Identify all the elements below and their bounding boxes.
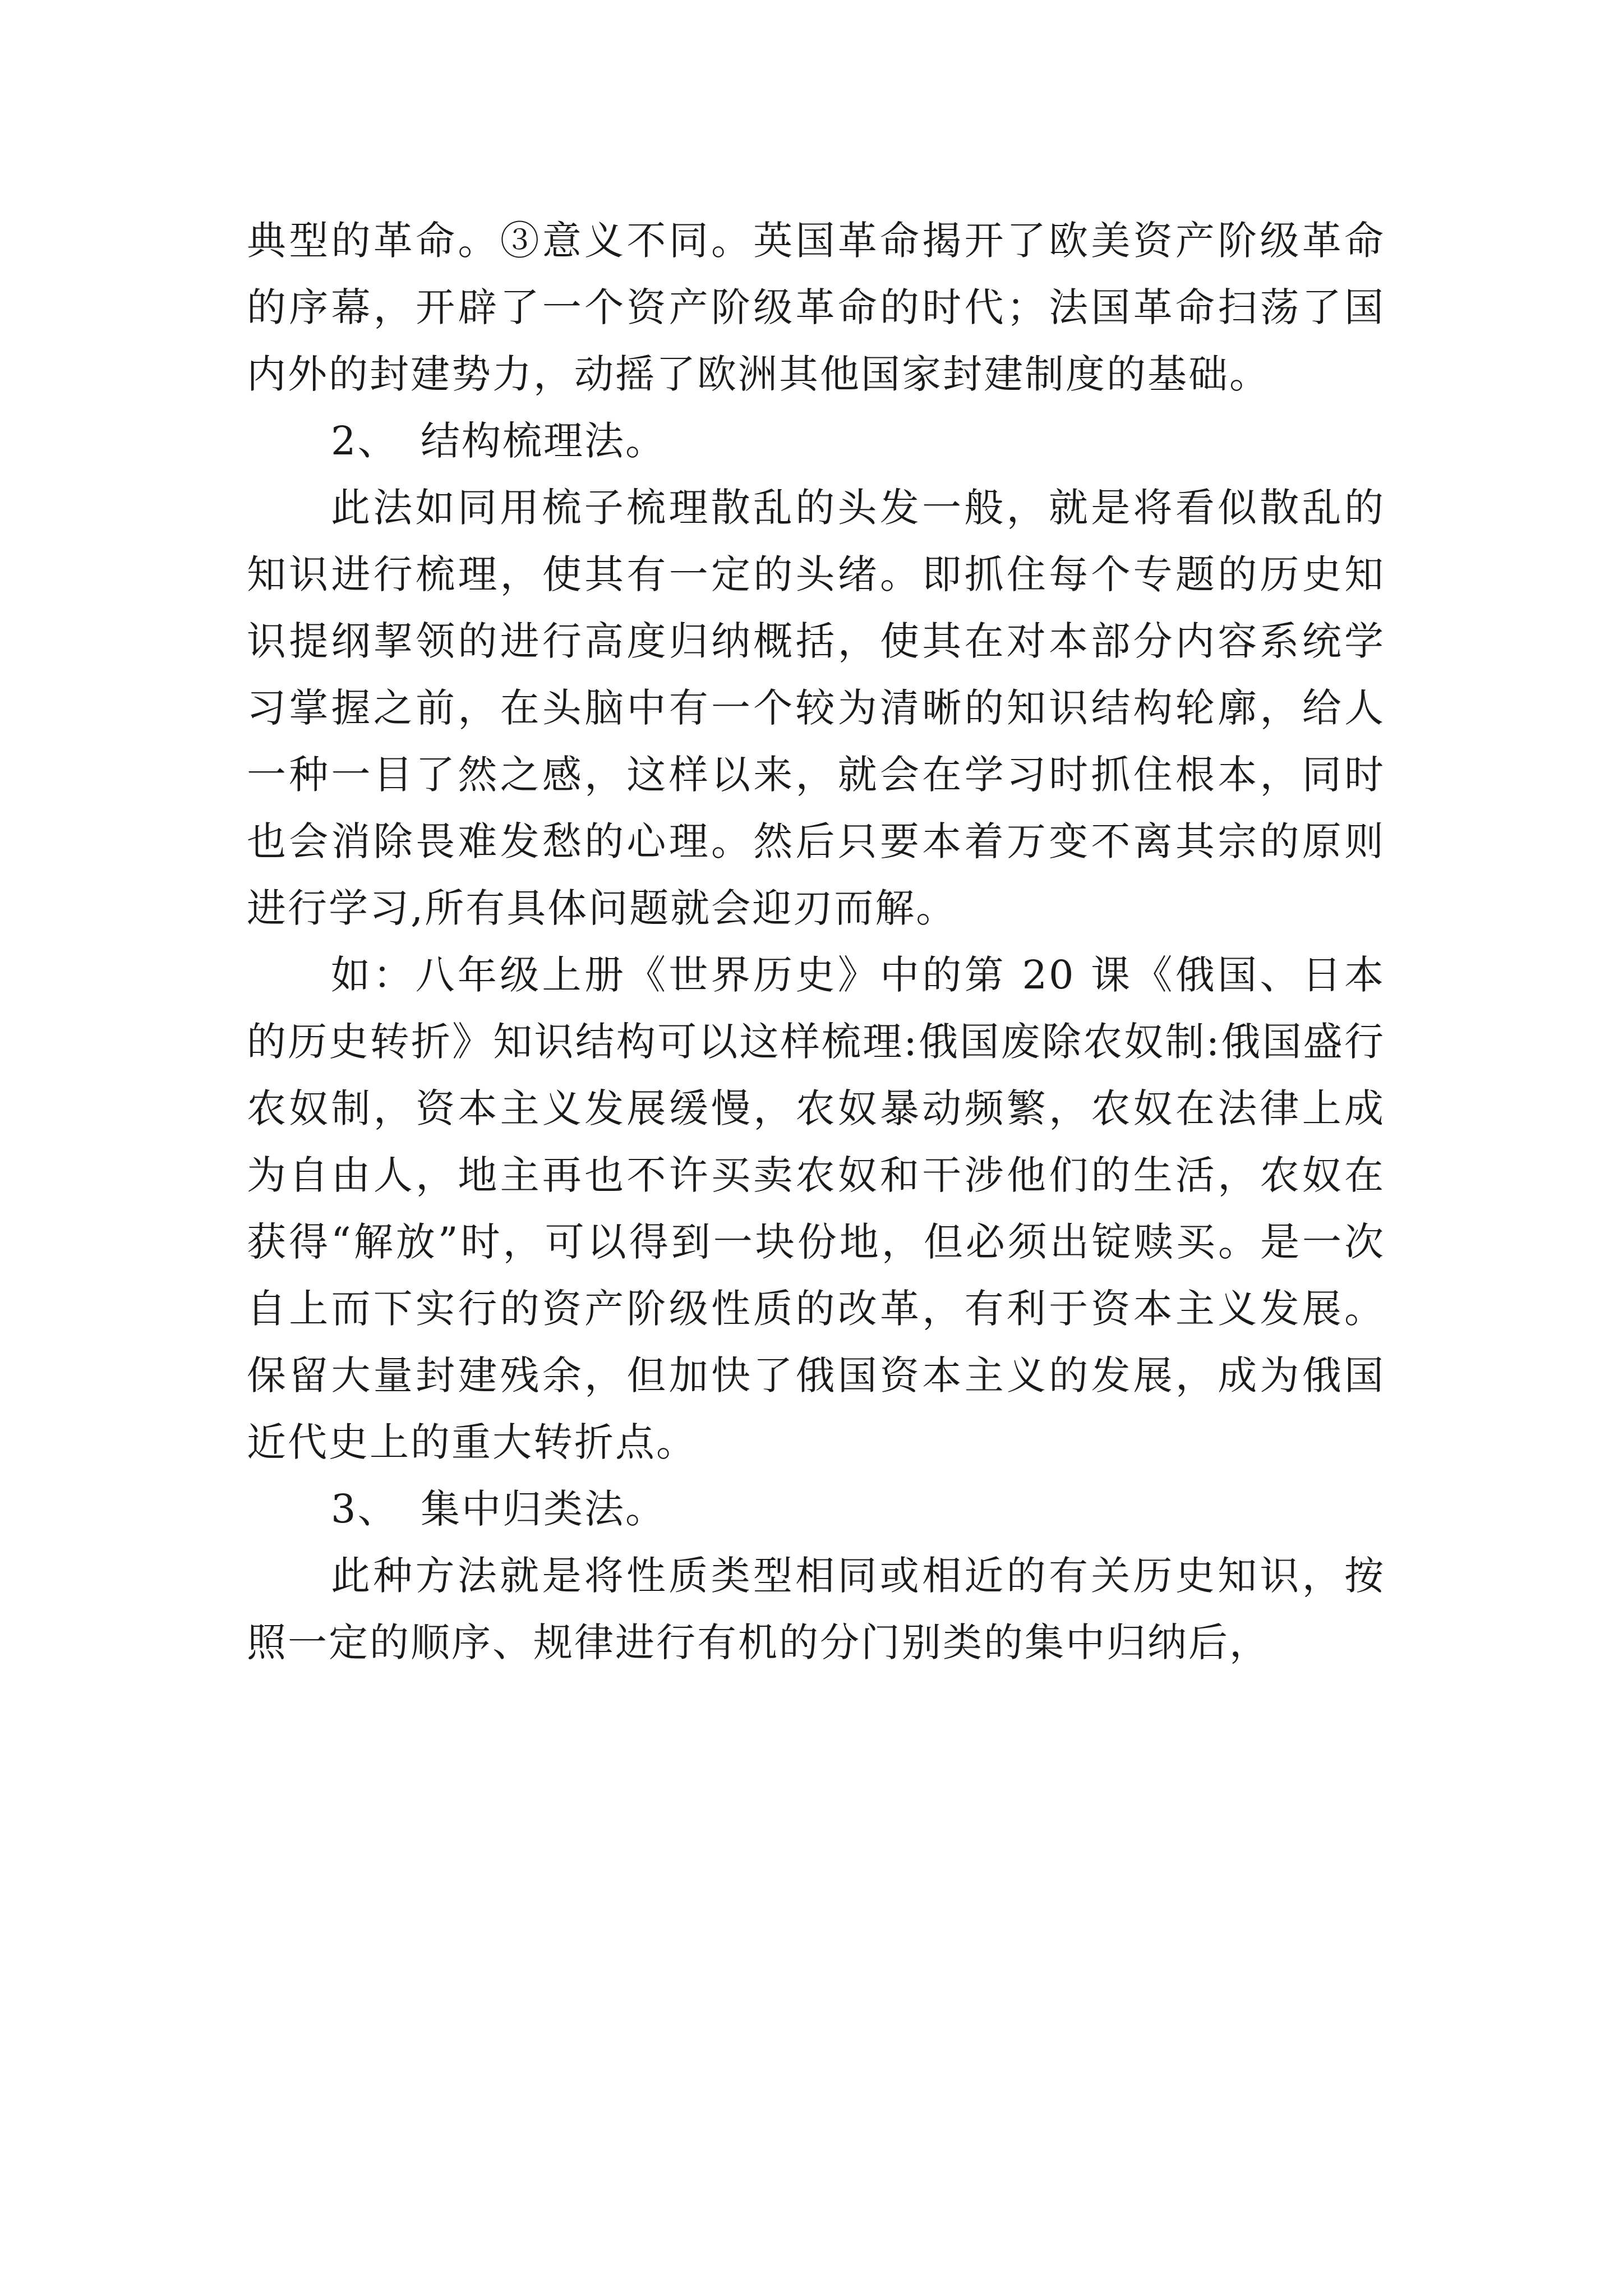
paragraph-continuation: 典型的革命。③意义不同。英国革命揭开了欧美资产阶级革命的序幕，开辟了一个资产阶级革命的时代；法国革命扫荡了国内外的封建势力，动摇了欧洲其他国家封建制度的基础。	[247, 218, 1385, 397]
section-number: 3、	[331, 1486, 399, 1532]
section-title: 集中归类法。	[421, 1486, 666, 1532]
section-heading-3	[247, 1476, 1385, 1543]
paragraph-structure-method: 此法如同用梳子梳理散乱的头发一般，就是将看似散乱的知识进行梳理，使其有一定的头绪。即抓住每个专题的历史知识提纲挈领的进行高度归纳概括，使其在对本部分内容系统学习掌握之前，在头脑中有一个较为清晰的知识结构轮廓，给人一种一目了然之感，这样以来，就会在学习时抓住根本，同时也会消除畏难发愁的心理。然后只要本着万变不离其宗的原则进行学习,所有具体问题就会迎刃而解。	[247, 485, 1385, 931]
section-heading-2	[247, 408, 1385, 475]
section-title: 结构梳理法。	[421, 418, 666, 464]
paragraph-grouping-method: 此种方法就是将性质类型相同或相近的有关历史知识，按照一定的顺序、规律进行有机的分门别类的集中归纳后，	[247, 1553, 1385, 1665]
section-number: 2、	[331, 418, 399, 464]
paragraph-example-russia: 如：八年级上册《世界历史》中的第 20 课《俄国、日本的历史转折》知识结构可以这样梳理:俄国废除农奴制:俄国盛行农奴制，资本主义发展缓慢，农奴暴动频繁，农奴在法律上成为自由人，地主再也不许买卖农奴和干涉他们的生活，农奴在获得“解放”时，可以得到一块份地，但必须出锭赎买。是一次自上而下实行的资产阶级性质的改革，有利于资本主义发展。保留大量封建残余，但加快了俄国资本主义的发展，成为俄国近代史上的重大转折点。	[247, 952, 1385, 1465]
document-body	[247, 208, 1385, 1676]
